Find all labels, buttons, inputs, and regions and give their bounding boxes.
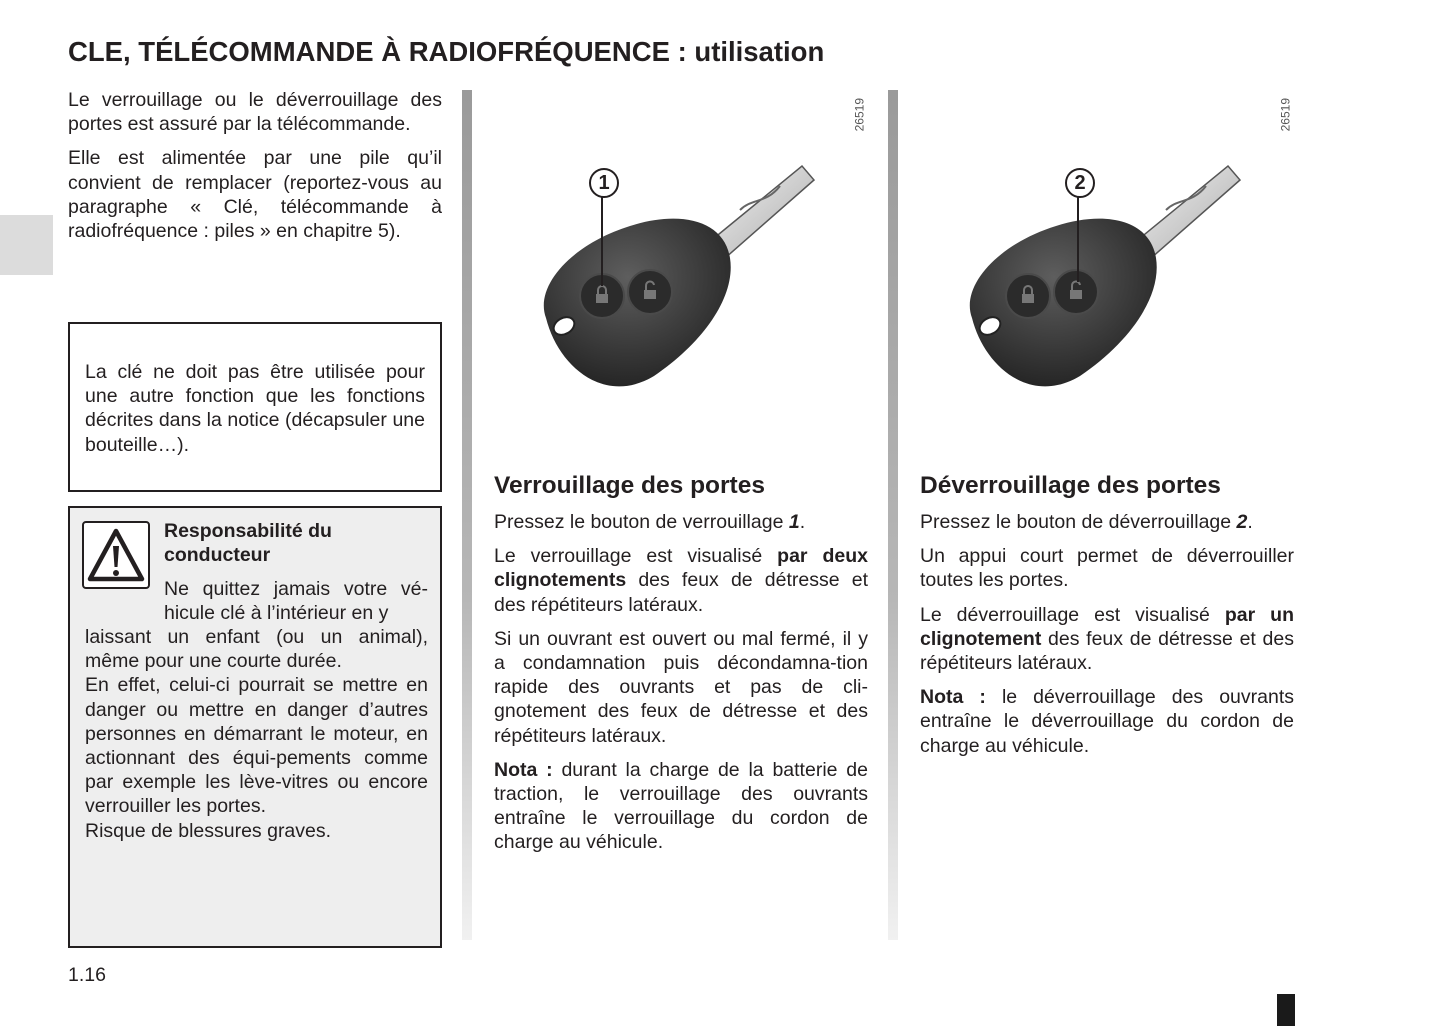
locking-column (494, 510, 868, 865)
intro-paragraph-2: Elle est alimentée par une pile qu’il convient de remplacer (reportez-vous au paragraphe « Clé, télécommande à radiofréquence : piles » en chapitre 5). (68, 147, 442, 243)
unlocking-column (920, 510, 1294, 768)
warning-body (85, 625, 428, 843)
warning-heading: Responsabilité du conducteur (164, 520, 332, 567)
locking-paragraph-2: Le verrouillage est visualisé par deux clignotements des feux de détresse et des répétiteurs latéraux. (494, 545, 868, 616)
page-title-main: CLE, TÉLÉCOMMANDE À RADIOFRÉQUENCE : (68, 36, 687, 67)
locking-paragraph-1: Pressez le bouton de verrouillage 1. (494, 511, 806, 533)
warning-paragraph-3: Risque de blessures graves. (85, 819, 332, 842)
remote-key-illustration (484, 90, 872, 450)
figure-code: 26519 (852, 98, 866, 132)
warning-box (68, 506, 442, 948)
callout-1: 1 (589, 168, 619, 198)
figure-code: 26519 (1278, 98, 1292, 132)
locking-note: Nota : durant la charge de la batterie de traction, le verrouillage des ouvrants entraîne le verrouillage du cordon de charge au véhicule. (494, 758, 868, 854)
callout-2: 2 (1065, 168, 1095, 198)
warning-paragraph-2: En effet, celui-ci pourrait se mettre en danger ou mettre en danger d’autres personnes en démarrant le moteur, en actionnant des équi-pements comme par exemple les lève-vitres ou encore verrouiller les portes. (85, 674, 428, 818)
page-title (68, 36, 824, 68)
unlocking-paragraph-1: Pressez le bouton de déverrouillage 2. (920, 511, 1253, 533)
unlocking-title: Déverrouillage des portes (920, 472, 1221, 499)
unlocking-paragraph-3: Le déverrouillage est visualisé par un clignotement des feux de détresse et des répétiteurs latéraux. (920, 603, 1294, 675)
warning-line-1: Ne quittez jamais votre vé-hicule clé à l’intérieur en y (164, 578, 428, 625)
button-reference-2: 2 (1236, 511, 1248, 533)
button-reference-1: 1 (788, 511, 800, 533)
remote-key-illustration (910, 90, 1298, 450)
key-figure-unlock (910, 90, 1298, 450)
unlocking-note: Nota : le déverrouillage des ouvrants entraîne le déverrouillage du cordon de charge au véhicule. (920, 686, 1295, 757)
locking-paragraph-3: Si un ouvrant est ouvert ou mal fermé, il y a condamnation puis décondamna-tion rapide des ouvrants et pas de cli-gnotement des feux de détresse et des répétiteurs latéraux. (494, 627, 868, 747)
warning-paragraph-1: laissant un enfant (ou un animal), même pour une courte durée. (85, 626, 428, 673)
notice-text: La clé ne doit pas être utilisée pour une autre fonction que les fonctions décrites dans la notice (décapsuler une bouteille…). (85, 361, 425, 456)
warning-triangle-icon (82, 521, 150, 589)
notice-box (68, 322, 442, 492)
locking-title: Verrouillage des portes (494, 472, 765, 499)
column-divider-1 (462, 90, 472, 940)
page-number: 1.16 (68, 964, 106, 986)
page-title-sub: utilisation (686, 36, 825, 67)
column-divider-2 (888, 90, 898, 940)
unlocking-paragraph-2: Un appui court permet de déverrouiller toutes les portes. (920, 545, 1294, 592)
intro-column (68, 88, 442, 253)
page-corner-mark (1277, 994, 1295, 1026)
key-figure-lock (484, 90, 872, 450)
intro-paragraph-1: Le verrouillage ou le déverrouillage des portes est assuré par la télécommande. (68, 89, 442, 136)
chapter-tab-marker (0, 215, 53, 275)
